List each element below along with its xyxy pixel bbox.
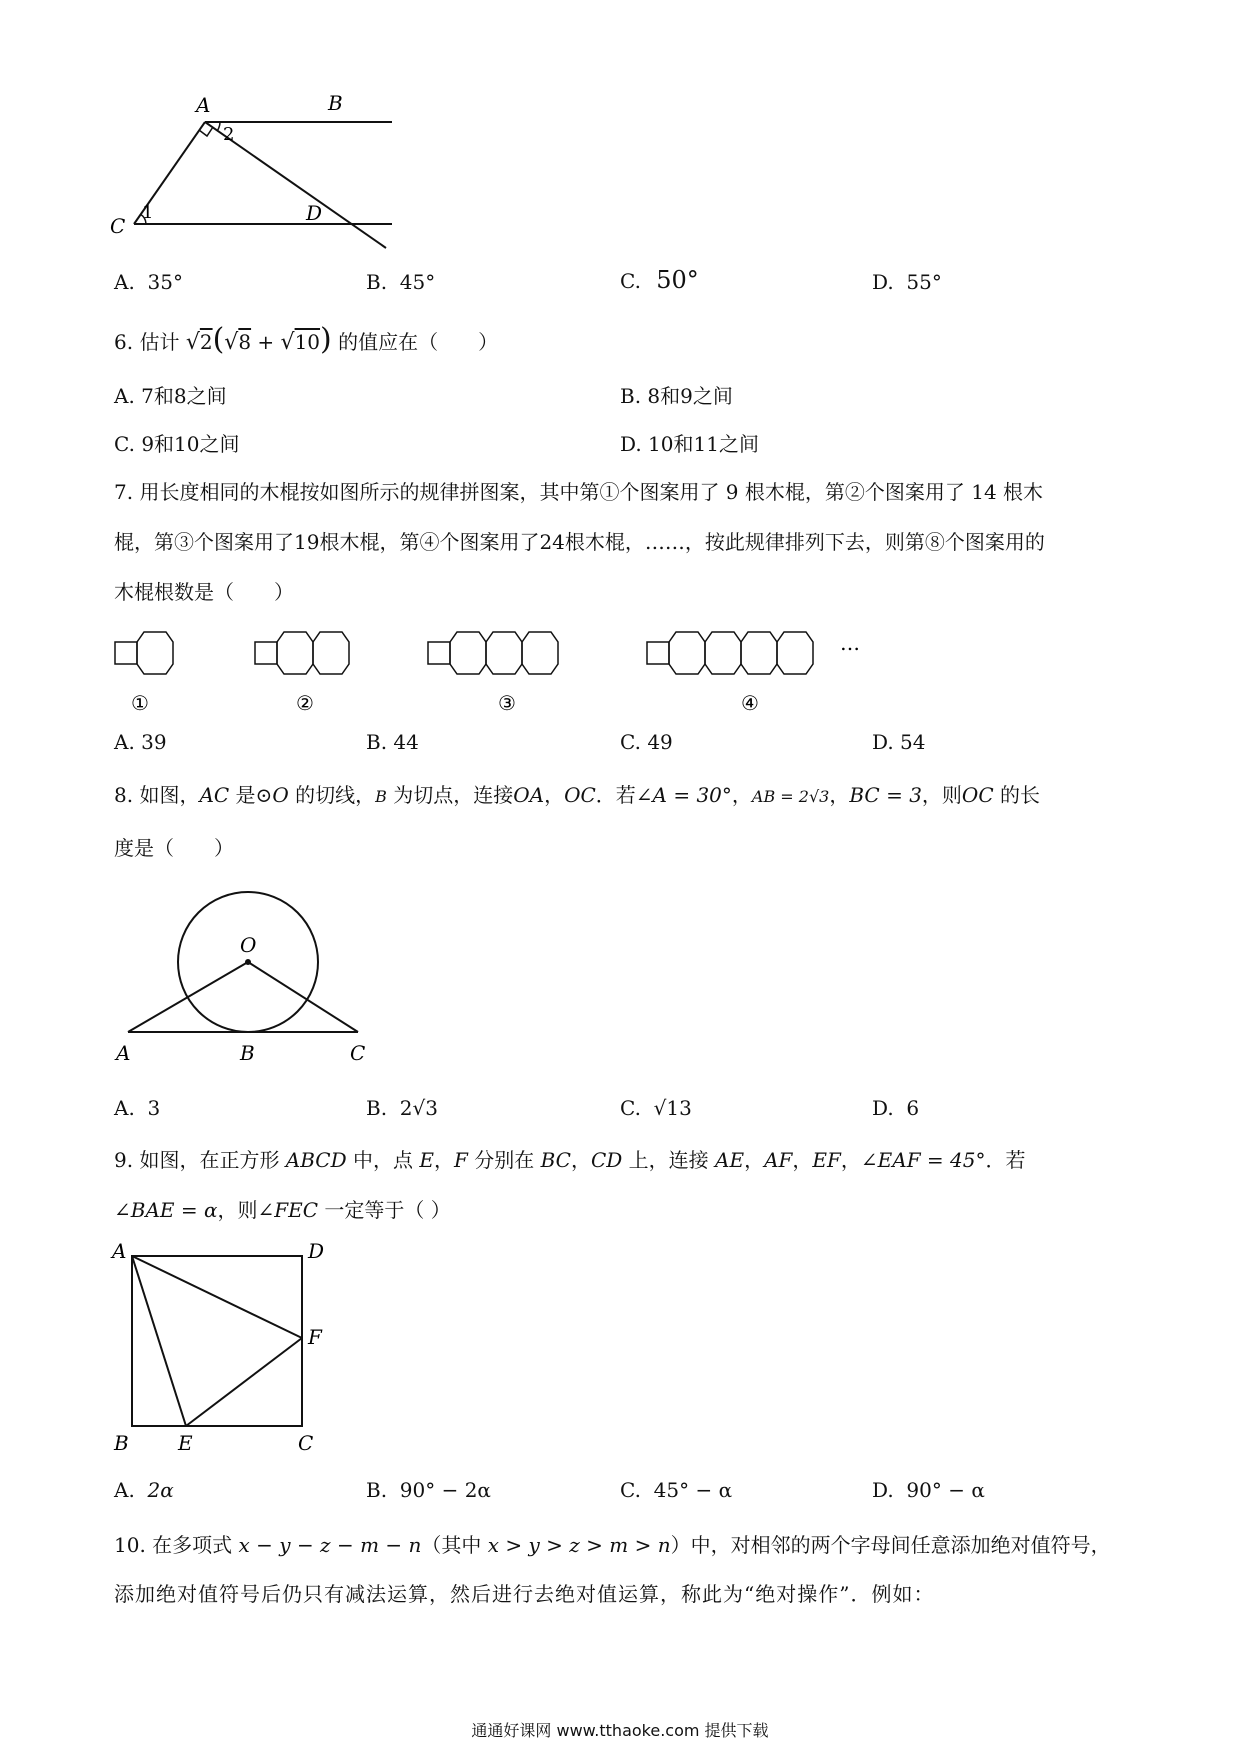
label-c: C [350, 1041, 366, 1065]
pattern-4 [647, 632, 813, 674]
segment-oa [128, 962, 248, 1032]
segment-ef [186, 1338, 302, 1426]
label-b: B [240, 1041, 255, 1065]
q8-stem-line1: 8. 如图，AC 是⊙O 的切线，B 为切点，连接OA，OC．若∠A = 30°，AB = 2√3，BC = 3，则OC 的长 [114, 783, 1040, 807]
figure-q5-parallel-lines [110, 90, 410, 260]
label-c: C [110, 214, 126, 238]
pattern-label-3: ③ [498, 691, 516, 715]
label-a: A [196, 93, 211, 117]
angle-2-arc [217, 122, 220, 131]
label-f: F [308, 1325, 322, 1349]
q9-option-b[interactable]: B. 90° − 2α [366, 1478, 491, 1502]
pattern-1 [115, 632, 173, 674]
q8-option-c[interactable]: C. √13 [620, 1096, 692, 1120]
q9-stem-line2: ∠BAE = α，则∠FEC 一定等于（ ） [114, 1198, 451, 1222]
q8-option-a[interactable]: A. 3 [114, 1096, 161, 1120]
q5-option-b[interactable]: B. 45° [366, 270, 436, 294]
q9-option-a[interactable]: A. 2α [114, 1478, 174, 1502]
q9-option-c[interactable]: C. 45° − α [620, 1478, 733, 1502]
q10-stem-line1: 10. 在多项式 x − y − z − m − n（其中 x > y > z > m > n）中，对相邻的两个字母间任意添加绝对值符号， [114, 1533, 1111, 1557]
q6-option-a[interactable]: A. 7和8之间 [114, 384, 227, 408]
q5-option-d[interactable]: D. 55° [872, 270, 942, 294]
q7-stem-line2: 棍，第③个图案用了19根木棍，第④个图案用了24根木棍，……，按此规律排列下去，则第⑧个图案用的 [114, 530, 1045, 554]
figure-q7-patterns [110, 620, 890, 720]
pattern-label-2: ② [296, 691, 314, 715]
label-a: A [112, 1239, 127, 1263]
label-o: O [240, 933, 257, 957]
page-footer: 通通好课网 www.tthaoke.com 提供下载 [471, 1721, 769, 1740]
q8-option-b[interactable]: B. 2√3 [366, 1096, 438, 1120]
q6-option-d[interactable]: D. 10和11之间 [620, 432, 759, 456]
q6-expression: √2(√8 + √10) [185, 322, 332, 357]
label-angle-1: 1 [142, 202, 154, 223]
q9-option-d[interactable]: D. 90° − α [872, 1478, 985, 1502]
label-d: D [306, 201, 323, 225]
center-point [245, 959, 251, 965]
pattern-label-1: ① [131, 691, 149, 715]
q7-option-c[interactable]: C. 49 [620, 730, 673, 754]
q7-option-a[interactable]: A. 39 [114, 730, 167, 754]
label-e: E [178, 1431, 193, 1455]
q6-option-c[interactable]: C. 9和10之间 [114, 432, 240, 456]
segment-ae [132, 1256, 186, 1426]
q6-stem: 6. 估计 √2(√8 + √10) 的值应在（ ） [114, 322, 499, 357]
pattern-label-4: ④ [741, 691, 759, 715]
q8-option-d[interactable]: D. 6 [872, 1096, 920, 1120]
q7-option-d[interactable]: D. 54 [872, 730, 926, 754]
figure-q8-circle-tangent [110, 886, 390, 1066]
q6-option-b[interactable]: B. 8和9之间 [620, 384, 733, 408]
q8-stem-line2: 度是（ ） [114, 836, 234, 860]
q7-stem-line1: 7. 用长度相同的木棍按如图所示的规律拼图案，其中第①个图案用了 9 根木棍，第②个图案用了 14 根木 [114, 480, 1044, 504]
q9-stem-line1: 9. 如图，在正方形 ABCD 中，点 E，F 分别在 BC，CD 上，连接 AE，AF，EF，∠EAF = 45°．若 [114, 1148, 1026, 1172]
q10-stem-line2: 添加绝对值符号后仍只有减法运算，然后进行去绝对值运算，称此为“绝对操作”．例如： [114, 1582, 935, 1606]
segment-af [132, 1256, 302, 1338]
pattern-3 [428, 632, 558, 674]
q5-option-c[interactable]: C. 50° [620, 266, 699, 294]
pattern-ellipsis: … [840, 631, 860, 655]
square-abcd [132, 1256, 302, 1426]
pattern-2 [255, 632, 349, 674]
label-b: B [114, 1431, 129, 1455]
label-b: B [328, 91, 343, 115]
q7-option-b[interactable]: B. 44 [366, 730, 419, 754]
segment-oc [248, 962, 358, 1032]
q5-option-a[interactable]: A. 35° [114, 270, 183, 294]
label-a: A [116, 1041, 131, 1065]
label-d: D [308, 1239, 325, 1263]
label-c: C [298, 1431, 314, 1455]
q7-stem-line3: 木棍根数是（ ） [114, 580, 294, 604]
label-angle-2: 2 [223, 124, 235, 145]
figure-q9-square [108, 1236, 338, 1458]
